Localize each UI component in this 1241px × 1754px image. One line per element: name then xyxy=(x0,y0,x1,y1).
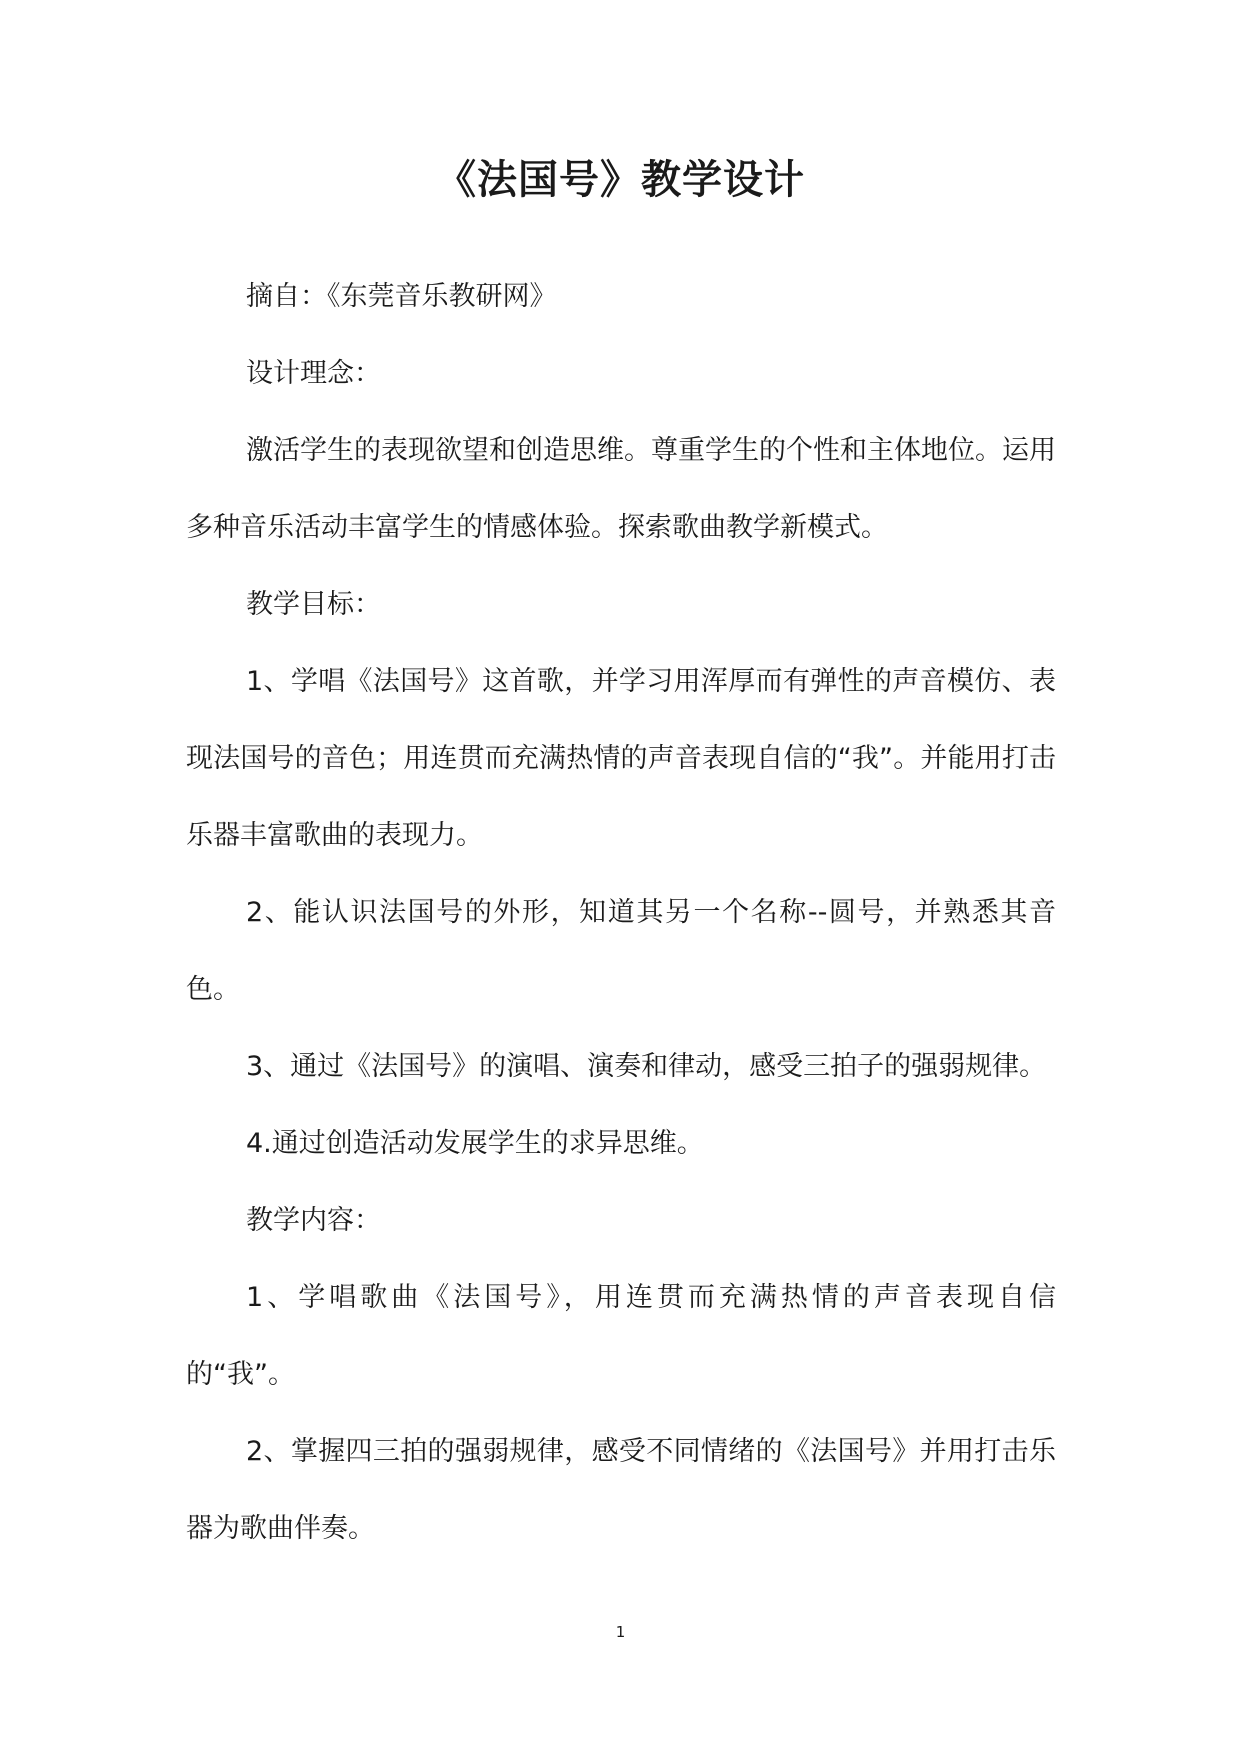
section-heading-design-concept: 设计理念： xyxy=(246,358,381,389)
document-title: 《法国号》教学设计 xyxy=(436,157,805,203)
teaching-content-2: 2、掌握四三拍的强弱规律，感受不同情绪的《法国号》并用打击乐器为歌曲伴奏。 xyxy=(186,1436,1056,1544)
section-heading-teaching-content: 教学内容： xyxy=(246,1205,381,1236)
document-body xyxy=(186,258,1056,1567)
page-number: 1 xyxy=(615,1623,626,1641)
section-heading-teaching-goals: 教学目标： xyxy=(246,589,381,620)
teaching-goal-1: 1、学唱《法国号》这首歌，并学习用浑厚而有弹性的声音模仿、表现法国号的音色；用连贯而充满热情的声音表现自信的“我”。并能用打击乐器丰富歌曲的表现力。 xyxy=(186,666,1056,851)
source-line: 摘自：《东莞音乐教研网》 xyxy=(246,281,557,312)
design-concept-paragraph: 激活学生的表现欲望和创造思维。尊重学生的个性和主体地位。运用多种音乐活动丰富学生的情感体验。探索歌曲教学新模式。 xyxy=(186,435,1056,543)
teaching-goal-2: 2、能认识法国号的外形，知道其另一个名称--圆号，并熟悉其音色。 xyxy=(186,897,1056,1005)
teaching-goal-3: 3、通过《法国号》的演唱、演奏和律动，感受三拍子的强弱规律。 xyxy=(246,1051,1047,1082)
teaching-goal-4: 4.通过创造活动发展学生的求异思维。 xyxy=(246,1128,704,1159)
teaching-content-1: 1、学唱歌曲《法国号》，用连贯而充满热情的声音表现自信的“我”。 xyxy=(186,1282,1056,1390)
